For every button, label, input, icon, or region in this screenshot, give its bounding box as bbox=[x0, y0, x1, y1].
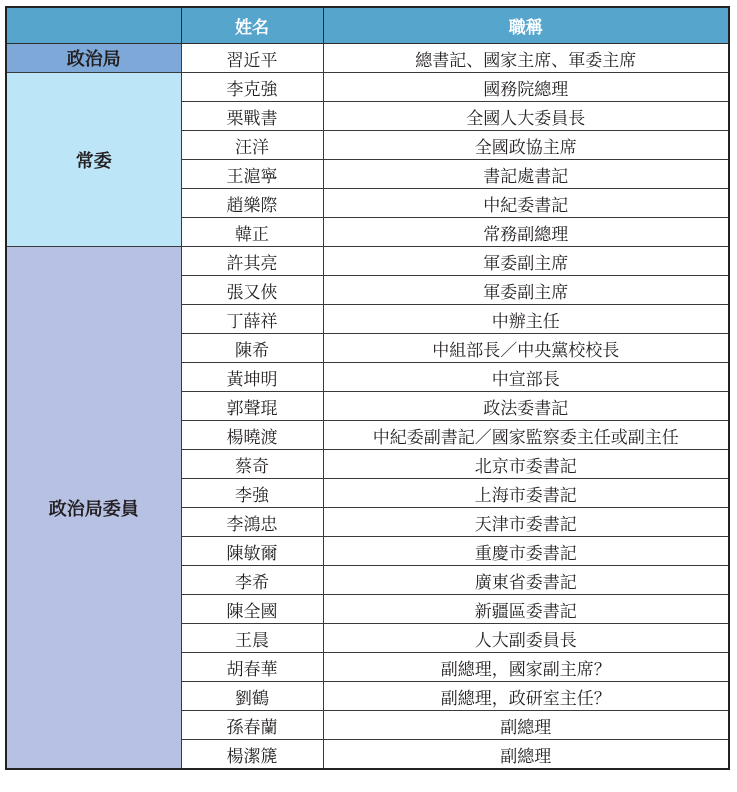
member-title: 中組部長／中央黨校校長 bbox=[323, 334, 729, 363]
header-row bbox=[6, 7, 729, 44]
member-name: 郭聲琨 bbox=[181, 392, 323, 421]
member-name: 王滬寧 bbox=[181, 160, 323, 189]
member-name: 張又俠 bbox=[181, 276, 323, 305]
member-title: 中宣部長 bbox=[323, 363, 729, 392]
member-title: 副總理 bbox=[323, 711, 729, 740]
member-title: 人大副委員長 bbox=[323, 624, 729, 653]
member-title: 書記處書記 bbox=[323, 160, 729, 189]
member-title: 副總理，國家副主席？ bbox=[323, 653, 729, 682]
member-title: 新疆區委書記 bbox=[323, 595, 729, 624]
member-name: 陳全國 bbox=[181, 595, 323, 624]
member-title: 軍委副主席 bbox=[323, 276, 729, 305]
member-title: 國務院總理 bbox=[323, 73, 729, 102]
table-row bbox=[6, 73, 729, 102]
member-name: 陳希 bbox=[181, 334, 323, 363]
member-title: 重慶市委書記 bbox=[323, 537, 729, 566]
member-name: 韓正 bbox=[181, 218, 323, 247]
member-name: 胡春華 bbox=[181, 653, 323, 682]
member-title: 北京市委書記 bbox=[323, 450, 729, 479]
table-body bbox=[6, 44, 729, 770]
header-group bbox=[6, 7, 181, 44]
group-label: 政治局委員 bbox=[6, 247, 181, 770]
member-name: 栗戰書 bbox=[181, 102, 323, 131]
member-title: 軍委副主席 bbox=[323, 247, 729, 276]
group-label: 政治局 bbox=[6, 44, 181, 73]
member-title: 副總理，政研室主任？ bbox=[323, 682, 729, 711]
member-title: 全國人大委員長 bbox=[323, 102, 729, 131]
member-name: 丁薛祥 bbox=[181, 305, 323, 334]
member-title: 中紀委副書記／國家監察委主任或副主任 bbox=[323, 421, 729, 450]
member-title: 副總理 bbox=[323, 740, 729, 770]
member-name: 王晨 bbox=[181, 624, 323, 653]
member-name: 李希 bbox=[181, 566, 323, 595]
member-name: 李鴻忠 bbox=[181, 508, 323, 537]
member-title: 中紀委書記 bbox=[323, 189, 729, 218]
member-name: 孫春蘭 bbox=[181, 711, 323, 740]
leadership-table bbox=[5, 6, 730, 770]
table-row bbox=[6, 247, 729, 276]
member-title: 常務副總理 bbox=[323, 218, 729, 247]
member-name: 劉鶴 bbox=[181, 682, 323, 711]
member-name: 趙樂際 bbox=[181, 189, 323, 218]
table-row bbox=[6, 44, 729, 73]
member-name: 汪洋 bbox=[181, 131, 323, 160]
member-name: 李強 bbox=[181, 479, 323, 508]
member-title: 上海市委書記 bbox=[323, 479, 729, 508]
member-name: 李克強 bbox=[181, 73, 323, 102]
member-name: 楊潔篪 bbox=[181, 740, 323, 770]
member-title: 天津市委書記 bbox=[323, 508, 729, 537]
member-name: 蔡奇 bbox=[181, 450, 323, 479]
member-title: 廣東省委書記 bbox=[323, 566, 729, 595]
member-title: 政法委書記 bbox=[323, 392, 729, 421]
member-name: 楊曉渡 bbox=[181, 421, 323, 450]
member-title: 中辦主任 bbox=[323, 305, 729, 334]
member-title: 全國政協主席 bbox=[323, 131, 729, 160]
member-title: 總書記、國家主席、軍委主席 bbox=[323, 44, 729, 73]
member-name: 陳敏爾 bbox=[181, 537, 323, 566]
member-name: 許其亮 bbox=[181, 247, 323, 276]
header-title: 職稱 bbox=[323, 7, 729, 44]
member-name: 習近平 bbox=[181, 44, 323, 73]
member-name: 黃坤明 bbox=[181, 363, 323, 392]
header-name: 姓名 bbox=[181, 7, 323, 44]
group-label: 常委 bbox=[6, 73, 181, 247]
